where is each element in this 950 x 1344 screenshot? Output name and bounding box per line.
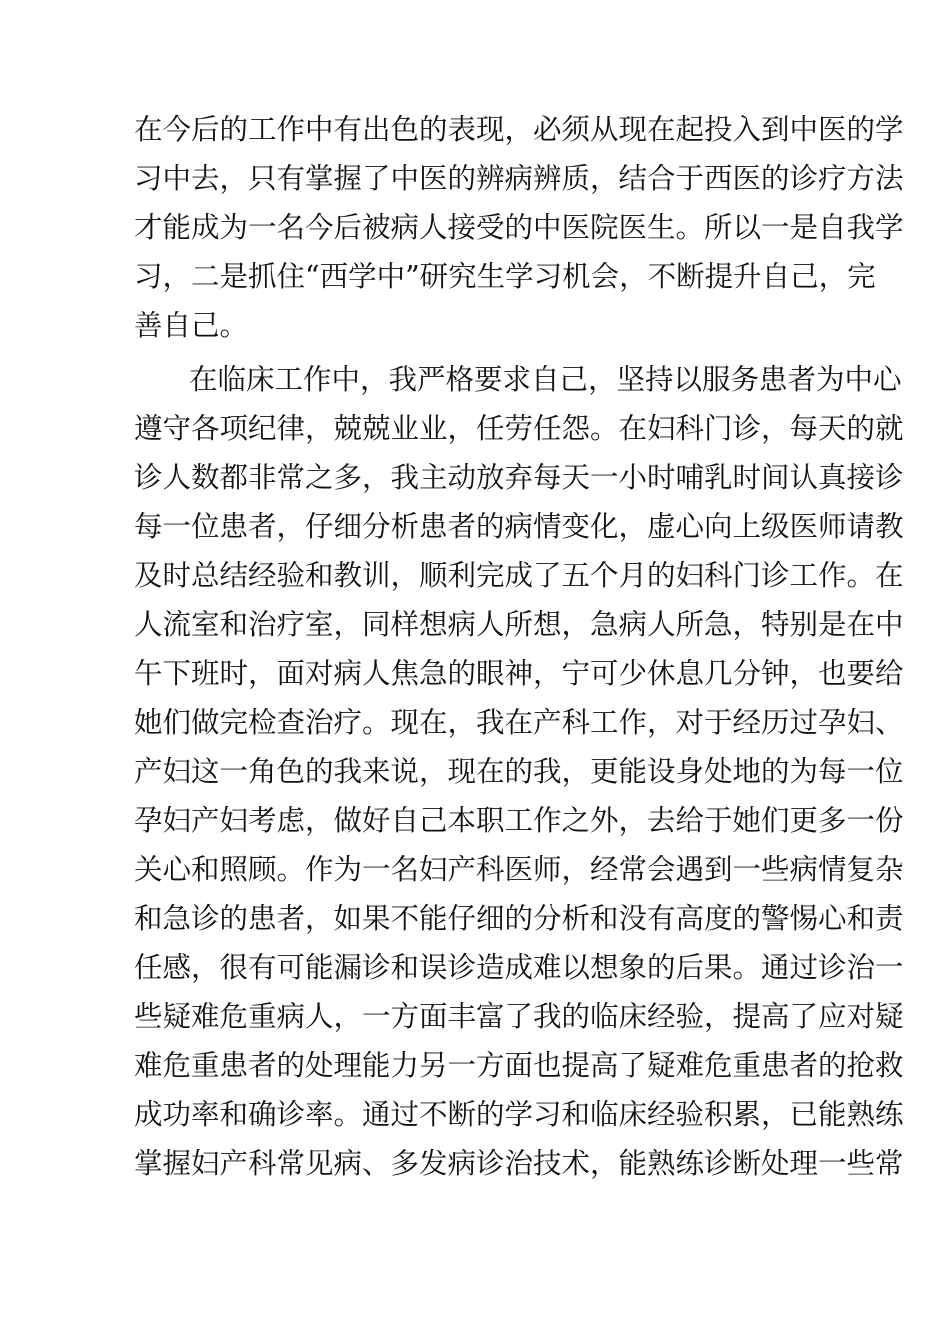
text-line-13: 她们做完检查治疗。现在，我在产科工作，对于经历过孕妇、 xyxy=(134,706,904,739)
text-line-19: 些疑难危重病人，一方面丰富了我的临床经验，提高了应对疑 xyxy=(134,1000,904,1033)
text-line-6: 在临床工作中，我严格要求自己，坚持以服务患者为中心 xyxy=(189,363,902,396)
text-line-10: 及时总结经验和教训，顺利完成了五个月的妇科门诊工作。在 xyxy=(134,559,904,592)
text-line-18: 任感，很有可能漏诊和误诊造成难以想象的后果。通过诊治一 xyxy=(134,951,904,984)
text-line-22: 掌握妇产科常见病、多发病诊治技术，能熟练诊断处理一些常 xyxy=(134,1147,904,1180)
text-line-21: 成功率和确诊率。通过不断的学习和临床经验积累，已能熟练 xyxy=(134,1098,904,1131)
text-line-16: 关心和照顾。作为一名妇产科医师，经常会遇到一些病情复杂 xyxy=(134,853,904,886)
text-line-2: 习中去，只有掌握了中医的辨病辨质，结合于西医的诊疗方法 xyxy=(134,162,904,195)
text-line-8: 诊人数都非常之多，我主动放弃每天一小时哺乳时间认真接诊 xyxy=(134,461,904,494)
text-line-4: 习，二是抓住“西学中”研究生学习机会，不断提升自己，完 xyxy=(134,260,876,293)
text-line-1: 在今后的工作中有出色的表现，必须从现在起投入到中医的学 xyxy=(134,113,904,146)
text-line-17: 和急诊的患者，如果不能仔细的分析和没有高度的警惕心和责 xyxy=(134,902,904,935)
text-line-12: 午下班时，面对病人焦急的眼神，宁可少休息几分钟，也要给 xyxy=(134,657,904,690)
text-line-7: 遵守各项纪律，兢兢业业，任劳任怨。在妇科门诊，每天的就 xyxy=(134,412,904,445)
text-line-9: 每一位患者，仔细分析患者的病情变化，虚心向上级医师请教 xyxy=(134,510,904,543)
text-line-20: 难危重患者的处理能力另一方面也提高了疑难危重患者的抢救 xyxy=(134,1049,904,1082)
text-line-11: 人流室和治疗室，同样想病人所想，急病人所急，特别是在中 xyxy=(134,608,904,641)
text-line-3: 才能成为一名今后被病人接受的中医院医生。所以一是自我学 xyxy=(134,211,904,244)
text-line-15: 孕妇产妇考虑，做好自己本职工作之外，去给于她们更多一份 xyxy=(134,804,904,837)
text-line-5: 善自己。 xyxy=(134,309,249,342)
text-line-14: 产妇这一角色的我来说，现在的我，更能设身处地的为每一位 xyxy=(134,755,904,788)
